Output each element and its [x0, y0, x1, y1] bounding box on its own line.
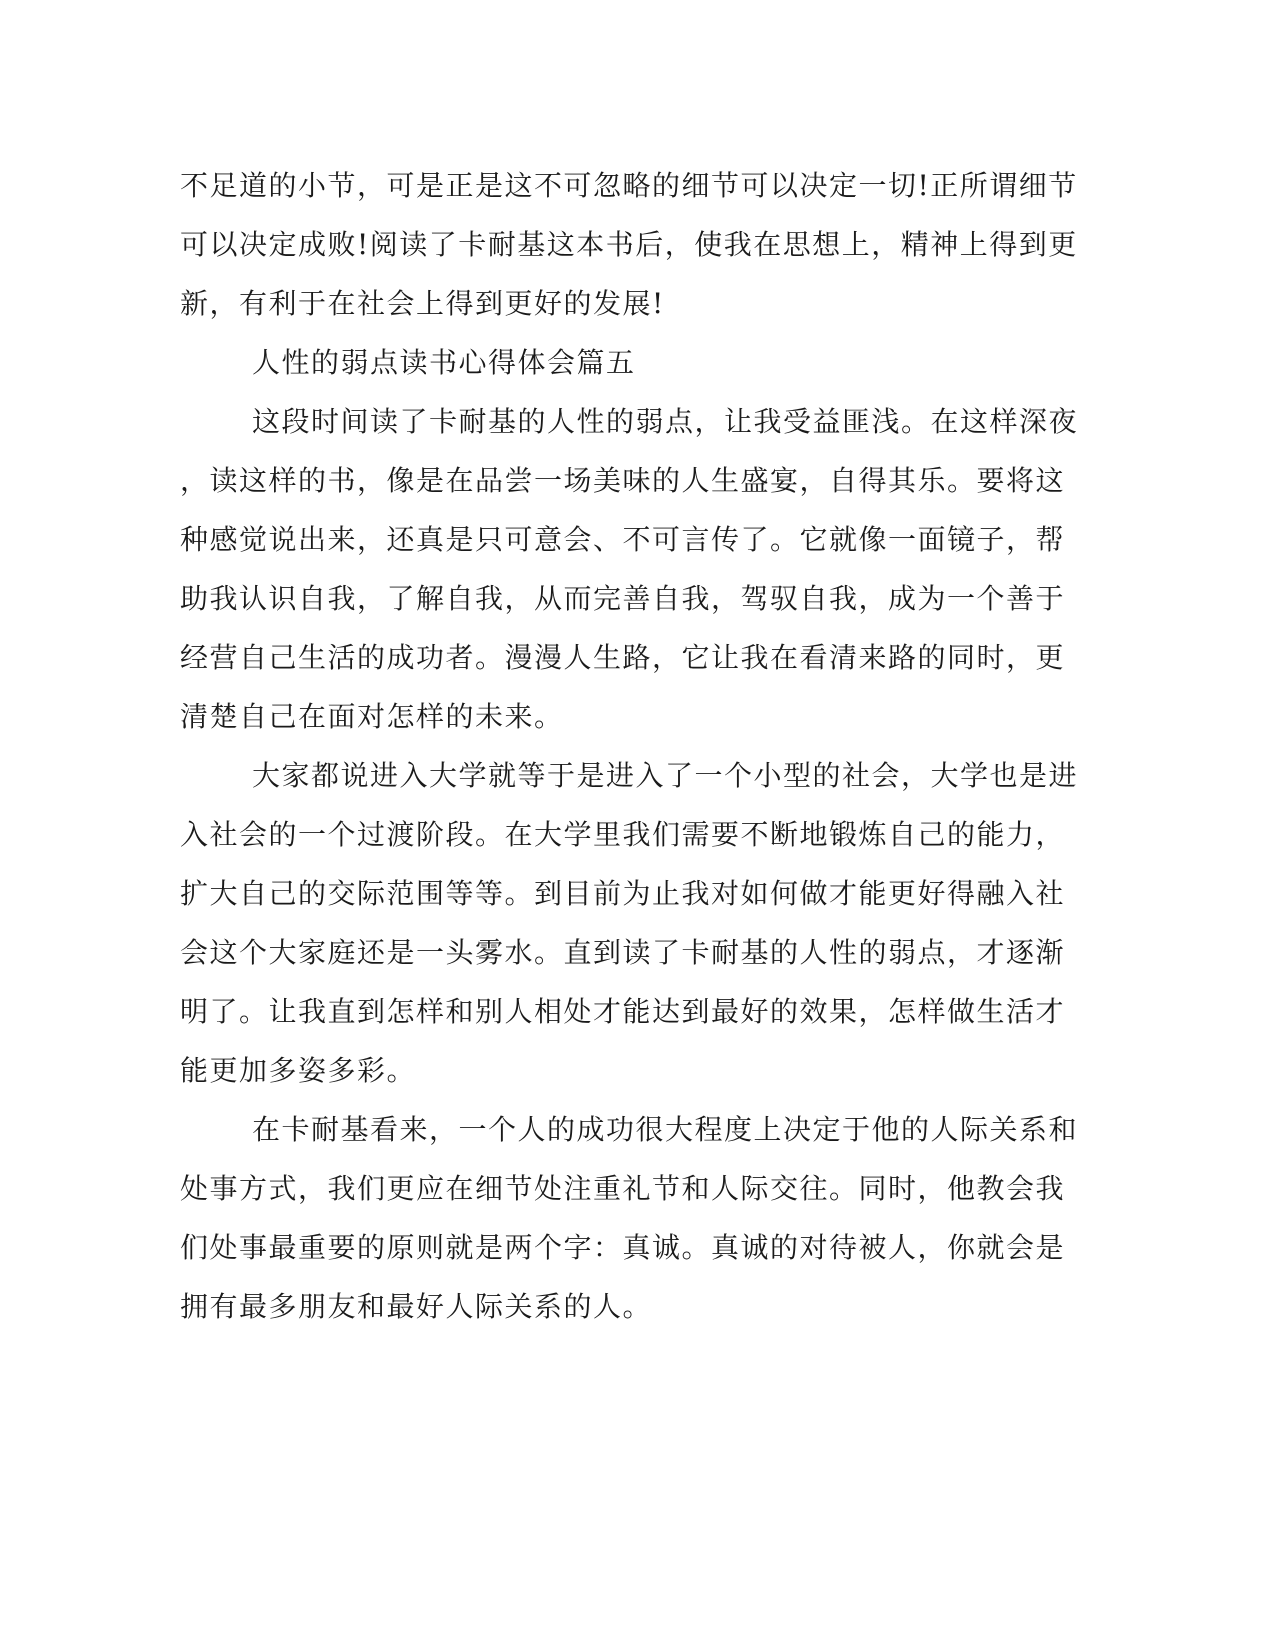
text-line: 清楚自己在面对怎样的未来。: [180, 700, 564, 733]
text-line: 在卡耐基看来，一个人的成功很大程度上决定于他的人际关系和: [252, 1113, 1079, 1146]
text-line: ，读这样的书，像是在品尝一场美味的人生盛宴，自得其乐。要将这: [180, 464, 1066, 497]
text-line: 可以决定成败!阅读了卡耐基这本书后，使我在思想上，精神上得到更: [180, 228, 1078, 261]
text-line: 处事方式，我们更应在细节处注重礼节和人际交往。同时，他教会我: [180, 1172, 1066, 1205]
text-line: 明了。让我直到怎样和别人相处才能达到最好的效果，怎样做生活才: [180, 995, 1066, 1028]
text-line: 经营自己生活的成功者。漫漫人生路，它让我在看清来路的同时，更: [180, 641, 1066, 674]
text-line: 入社会的一个过渡阶段。在大学里我们需要不断地锻炼自己的能力，: [180, 818, 1066, 851]
text-line: 能更加多姿多彩。: [180, 1054, 417, 1087]
text-line: 这段时间读了卡耐基的人性的弱点，让我受益匪浅。在这样深夜: [252, 405, 1079, 438]
heading-text: 人性的弱点读书心得体会篇五: [252, 346, 636, 379]
text-line: 会这个大家庭还是一头雾水。直到读了卡耐基的人性的弱点，才逐渐: [180, 936, 1066, 969]
document-body: [180, 156, 1079, 1336]
text-line: 们处事最重要的原则就是两个字：真诚。真诚的对待被人，你就会是: [180, 1231, 1066, 1264]
paragraph-1: [180, 392, 1079, 746]
paragraph-3: [180, 1100, 1079, 1336]
text-line: 大家都说进入大学就等于是进入了一个小型的社会，大学也是进: [252, 759, 1079, 792]
text-line: 不足道的小节，可是正是这不可忽略的细节可以决定一切!正所谓细节: [180, 169, 1078, 202]
text-line: 新，有利于在社会上得到更好的发展!: [180, 287, 665, 320]
text-line: 种感觉说出来，还真是只可意会、不可言传了。它就像一面镜子，帮: [180, 523, 1066, 556]
text-line: 助我认识自我，了解自我，从而完善自我，驾驭自我，成为一个善于: [180, 582, 1066, 615]
text-line: 扩大自己的交际范围等等。到目前为止我对如何做才能更好得融入社: [180, 877, 1066, 910]
paragraph-continuation: [180, 156, 1078, 333]
section-heading: [180, 333, 1030, 392]
paragraph-2: [180, 746, 1079, 1100]
text-line: 拥有最多朋友和最好人际关系的人。: [180, 1290, 653, 1323]
